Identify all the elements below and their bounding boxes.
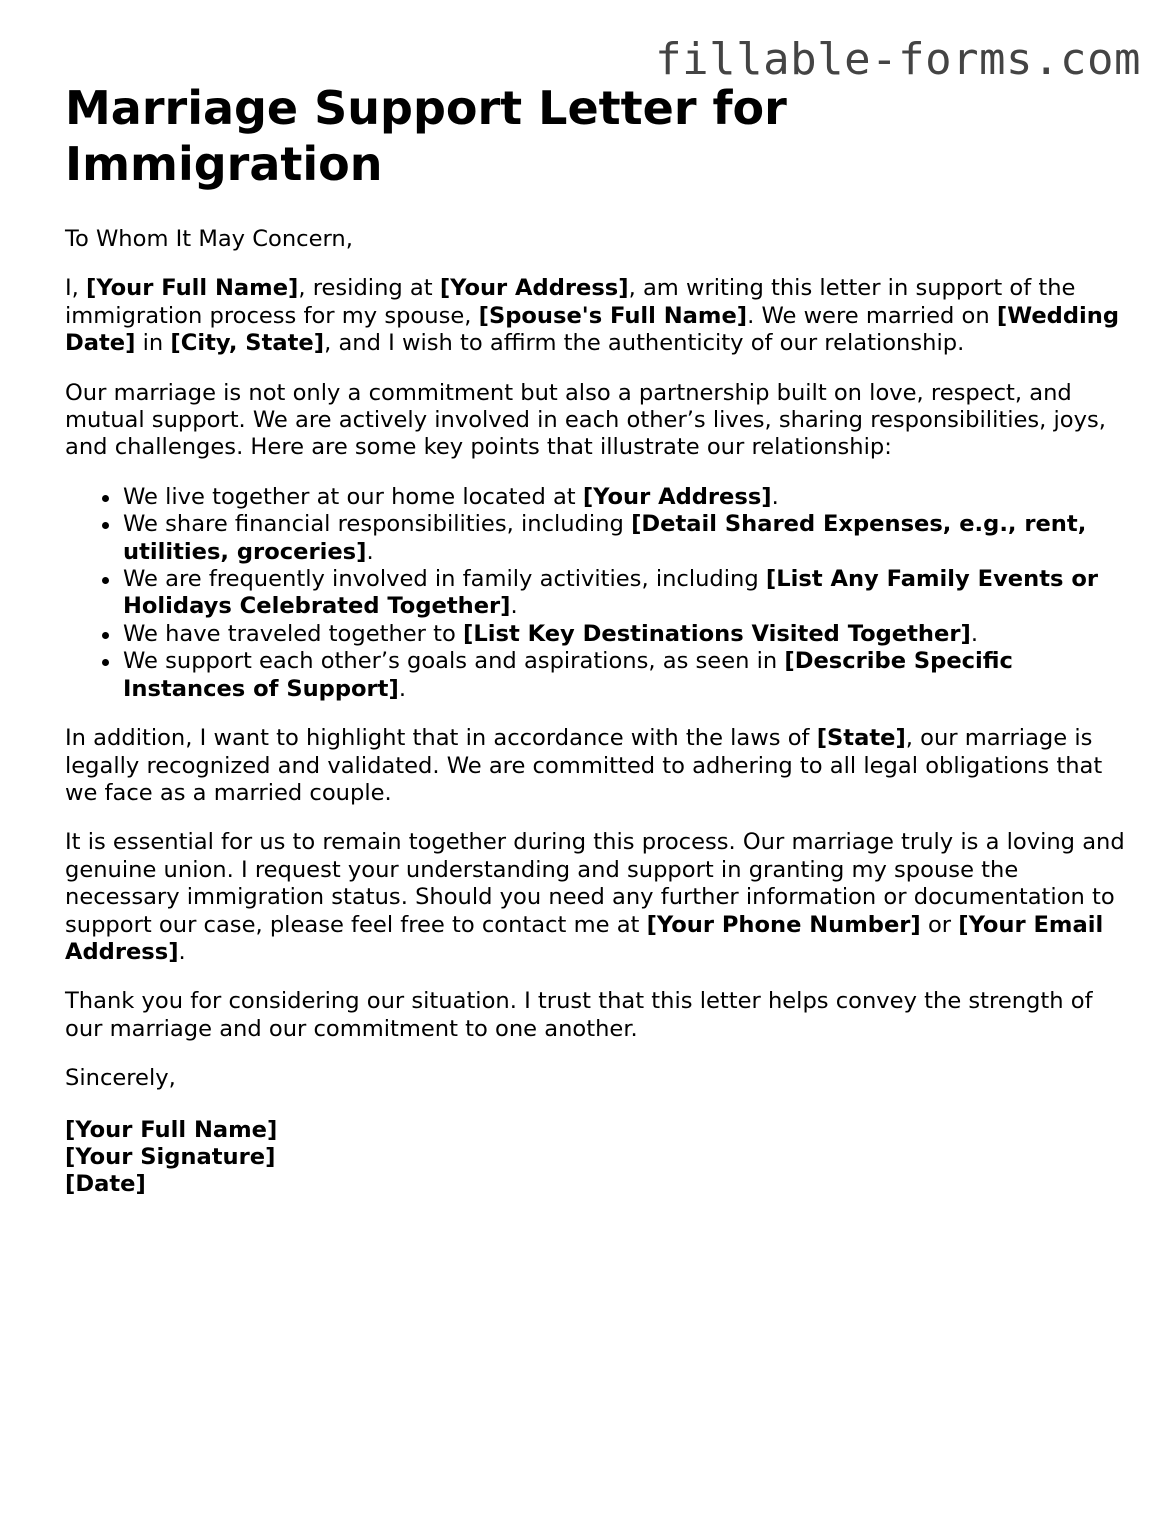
text: , our marriage is legally recognized and validated. We are committed to adhering to all legal obligations that we face as a married couple. bbox=[65, 725, 1103, 806]
text: We support each other’s goals and aspirations, as seen in bbox=[123, 648, 785, 675]
legal-paragraph bbox=[65, 725, 1125, 807]
text: We have traveled together to bbox=[123, 620, 464, 647]
text: . bbox=[771, 483, 779, 510]
email-address-field: [Your Email Address] bbox=[65, 911, 1104, 965]
signature-block bbox=[65, 1117, 1125, 1199]
state-field: [State] bbox=[816, 725, 906, 752]
your-address-field: [Your Address] bbox=[439, 275, 629, 302]
text: . bbox=[178, 938, 186, 965]
placeholder-field: [Detail Shared Expenses, e.g., rent, utilities, groceries] bbox=[123, 511, 1087, 565]
text: . We were married on bbox=[747, 302, 997, 329]
spouse-name-field: [Spouse's Full Name] bbox=[478, 302, 748, 329]
text: . bbox=[970, 620, 978, 647]
text: I, bbox=[65, 275, 87, 302]
wedding-date-field: [Wedding Date] bbox=[65, 302, 1120, 357]
text: , am writing this letter in support of the immigration process for my spouse, bbox=[65, 275, 1076, 329]
list-item bbox=[123, 566, 1125, 621]
relationship-paragraph: Our marriage is not only a commitment but also a partnership built on love, respect, and mutual support. We are actively involved in each other’s lives, sharing responsibilities, joys, and challenges. Here are some key points that illustrate our relationship: bbox=[65, 379, 1106, 461]
date-field: [Date] bbox=[65, 1171, 146, 1198]
text: . bbox=[510, 593, 518, 620]
text: We live together at our home located at bbox=[123, 483, 583, 510]
text: . bbox=[398, 675, 407, 702]
closing: Sincerely, bbox=[65, 1065, 176, 1092]
key-points-list bbox=[65, 484, 1125, 703]
thanks-paragraph: Thank you for considering our situation. I trust that this letter helps convey the strength of our marriage and our commitment to one another. bbox=[65, 988, 1093, 1042]
intro-paragraph bbox=[65, 275, 1125, 357]
list-item bbox=[123, 621, 1125, 648]
text: in bbox=[135, 330, 171, 357]
page-title: Marriage Support Letter for Immigration bbox=[65, 81, 787, 191]
placeholder-field: [List Any Family Events or Holidays Celebrated Together] bbox=[123, 566, 1098, 620]
your-full-name-field: [Your Full Name] bbox=[86, 275, 299, 302]
placeholder-field: [Your Address] bbox=[582, 483, 772, 510]
letter-body bbox=[65, 226, 1125, 1199]
city-state-field: [City, State] bbox=[170, 330, 325, 357]
signature-field: [Your Signature] bbox=[65, 1143, 276, 1170]
list-item bbox=[123, 648, 1125, 703]
text: or bbox=[920, 911, 959, 938]
request-paragraph bbox=[65, 829, 1125, 966]
text: In addition, I want to highlight that in accordance with the laws of bbox=[65, 725, 817, 752]
greeting: To Whom It May Concern, bbox=[65, 226, 353, 252]
text: It is essential for us to remain together during this process. Our marriage truly is a loving and genuine union. I request your understanding and support in granting my spouse the necessary immigration status. Should you need any further information or documentation to support our case, please feel free to contact me at bbox=[65, 829, 1125, 938]
watermark: fillable-forms.com bbox=[655, 34, 1141, 85]
list-item bbox=[123, 511, 1125, 566]
text: We are frequently involved in family activities, including bbox=[123, 566, 766, 593]
text: . bbox=[366, 538, 374, 565]
text: , and I wish to affirm the authenticity of our relationship. bbox=[324, 330, 965, 357]
phone-number-field: [Your Phone Number] bbox=[646, 911, 921, 938]
text: , residing at bbox=[298, 275, 440, 302]
placeholder-field: [Describe Specific Instances of Support] bbox=[123, 648, 1013, 702]
list-item bbox=[123, 484, 1125, 511]
signature-name-field: [Your Full Name] bbox=[65, 1116, 278, 1143]
letter-page bbox=[65, 80, 1125, 1199]
text: We share financial responsibilities, including bbox=[123, 511, 632, 538]
placeholder-field: [List Key Destinations Visited Together] bbox=[463, 620, 971, 647]
